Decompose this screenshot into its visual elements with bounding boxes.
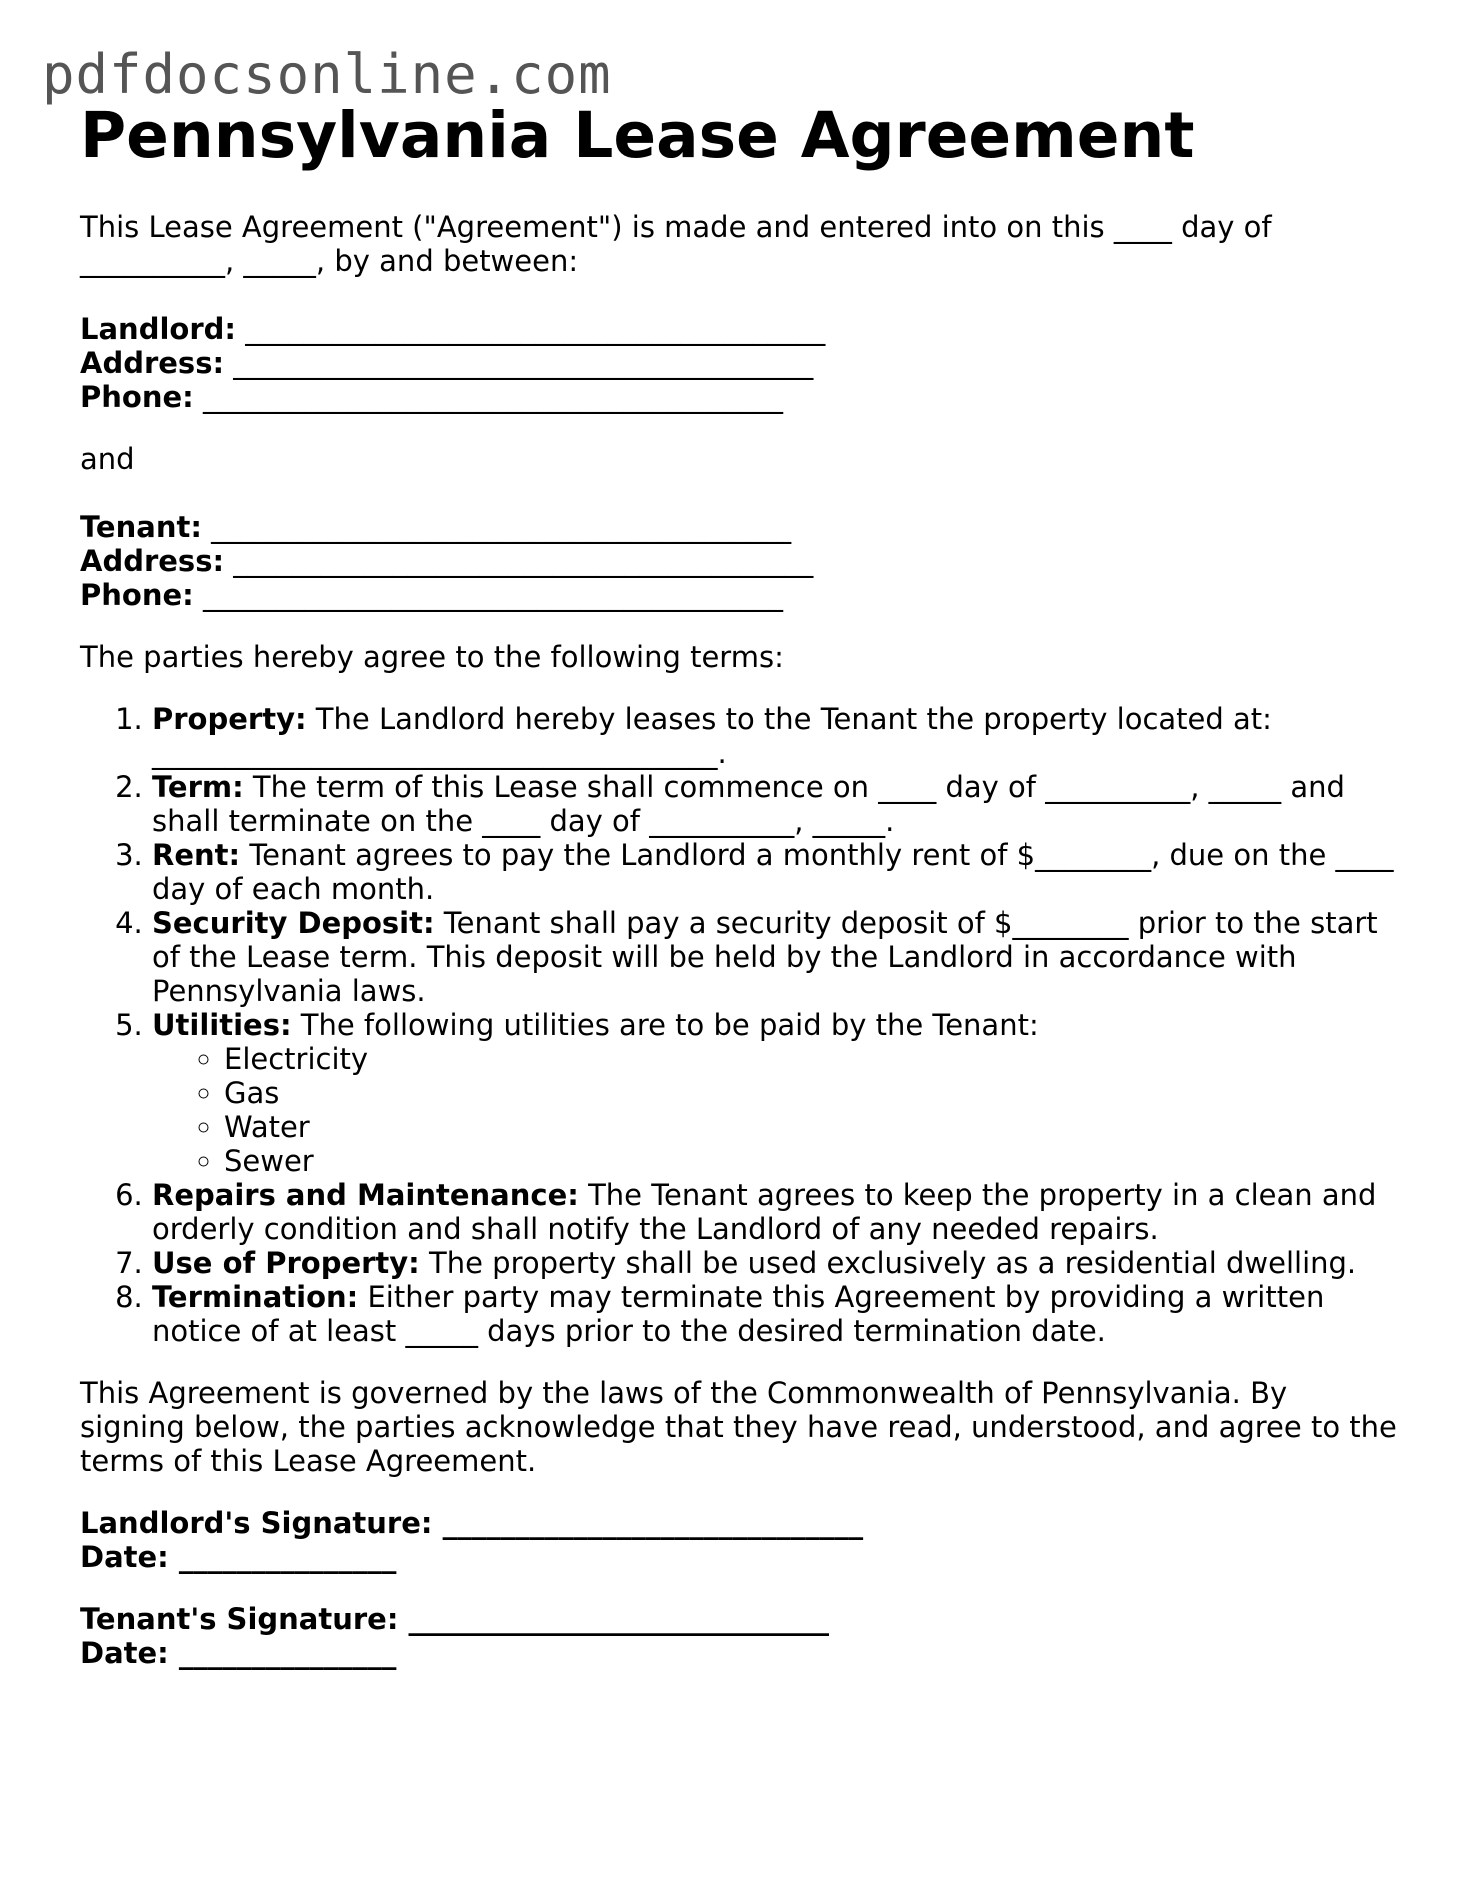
tenant-signature-block (80, 1602, 1400, 1670)
utility-item: ◦ Electricity (224, 1042, 1400, 1076)
tenant-signature-line: Tenant's Signature: _____________________________ (80, 1602, 830, 1636)
tenant-phone-blank: ________________________________________ (202, 578, 783, 612)
tenant-name-label: Tenant: (80, 510, 202, 544)
term-item-repairs (152, 1178, 1400, 1246)
tenant-address-blank: ________________________________________ (233, 544, 814, 578)
page-title: Pennsylvania Lease Agreement (80, 99, 1195, 172)
term-label: Repairs and Maintenance: (152, 1178, 579, 1212)
term-label: Rent: (152, 838, 241, 872)
landlord-signature-line: Landlord's Signature: _____________________________ (80, 1506, 864, 1540)
tenant-name-blank: ________________________________________ (211, 510, 792, 544)
tenant-address-label: Address: (80, 544, 225, 578)
landlord-phone-label: Phone: (80, 380, 194, 414)
term-item-rent (152, 838, 1400, 906)
terms-intro: The parties hereby agree to the following terms: (80, 640, 784, 674)
document-page (80, 96, 1400, 1670)
term-text: Tenant shall pay a security deposit of $________ prior to the start of the Lease term. This deposit will be held by the Landlord in accordance with Pennsylvania laws. (152, 906, 1378, 1008)
term-text: The term of this Lease shall commence on ____ day of __________, _____ and shall terminate on the ____ day of __________, _____. (152, 770, 1345, 838)
intro-paragraph: This Lease Agreement ("Agreement") is made and entered into on this ____ day of __________, _____, by and between: (80, 210, 1272, 278)
utility-item: ◦ Sewer (224, 1144, 1400, 1178)
term-label: Termination: (152, 1280, 359, 1314)
terms-list (80, 702, 1400, 1348)
tenant-date-line: Date: _______________ (80, 1636, 397, 1670)
tenant-phone-line (80, 578, 1400, 612)
landlord-phone-blank: ________________________________________ (202, 380, 783, 414)
landlord-name-label: Landlord: (80, 312, 236, 346)
term-label: Utilities: (152, 1008, 292, 1042)
watermark: pdfdocsonline.com (42, 43, 612, 106)
term-text: Tenant agrees to pay the Landlord a monthly rent of $________, due on the ____ day of each month. (152, 838, 1394, 906)
landlord-address-line (80, 346, 1400, 380)
term-text: The Landlord hereby leases to the Tenant the property located at: _______________________________________. (152, 702, 1272, 770)
term-label: Security Deposit: (152, 906, 435, 940)
utility-item: ◦ Gas (224, 1076, 1400, 1110)
term-item-term (152, 770, 1400, 838)
landlord-signature-block (80, 1506, 1400, 1574)
term-label: Term: (152, 770, 244, 804)
utility-item: ◦ Water (224, 1110, 1400, 1144)
utilities-list (152, 1042, 1400, 1178)
term-label: Use of Property: (152, 1246, 420, 1280)
tenant-block (80, 510, 1400, 612)
term-text: Either party may terminate this Agreement by providing a written notice of at least _____ days prior to the desired termination date. (152, 1280, 1325, 1348)
term-text: The property shall be used exclusively as a residential dwelling. (419, 1246, 1357, 1280)
tenant-name-line (80, 510, 1400, 544)
term-label: Property: (152, 702, 307, 736)
landlord-name-blank: ________________________________________ (245, 312, 826, 346)
and-text: and (80, 442, 135, 476)
landlord-phone-line (80, 380, 1400, 414)
term-item-utilities (152, 1008, 1400, 1178)
term-item-use-of-property (152, 1246, 1400, 1280)
tenant-phone-label: Phone: (80, 578, 194, 612)
tenant-address-line (80, 544, 1400, 578)
landlord-address-blank: ________________________________________ (233, 346, 814, 380)
landlord-address-label: Address: (80, 346, 225, 380)
governing-law-paragraph: This Agreement is governed by the laws of the Commonwealth of Pennsylvania. By signing below, the parties acknowledge that they have read, understood, and agree to the terms of this Lease Agreement. (80, 1376, 1397, 1478)
term-item-property (152, 702, 1400, 770)
landlord-block (80, 312, 1400, 414)
term-text: The Tenant agrees to keep the property in a clean and orderly condition and shall notify the Landlord of any needed repairs. (152, 1178, 1377, 1246)
landlord-date-line: Date: _______________ (80, 1540, 397, 1574)
term-item-termination (152, 1280, 1400, 1348)
landlord-name-line (80, 312, 1400, 346)
term-text: The following utilities are to be paid by the Tenant: (291, 1008, 1039, 1042)
term-item-security-deposit (152, 906, 1400, 1008)
